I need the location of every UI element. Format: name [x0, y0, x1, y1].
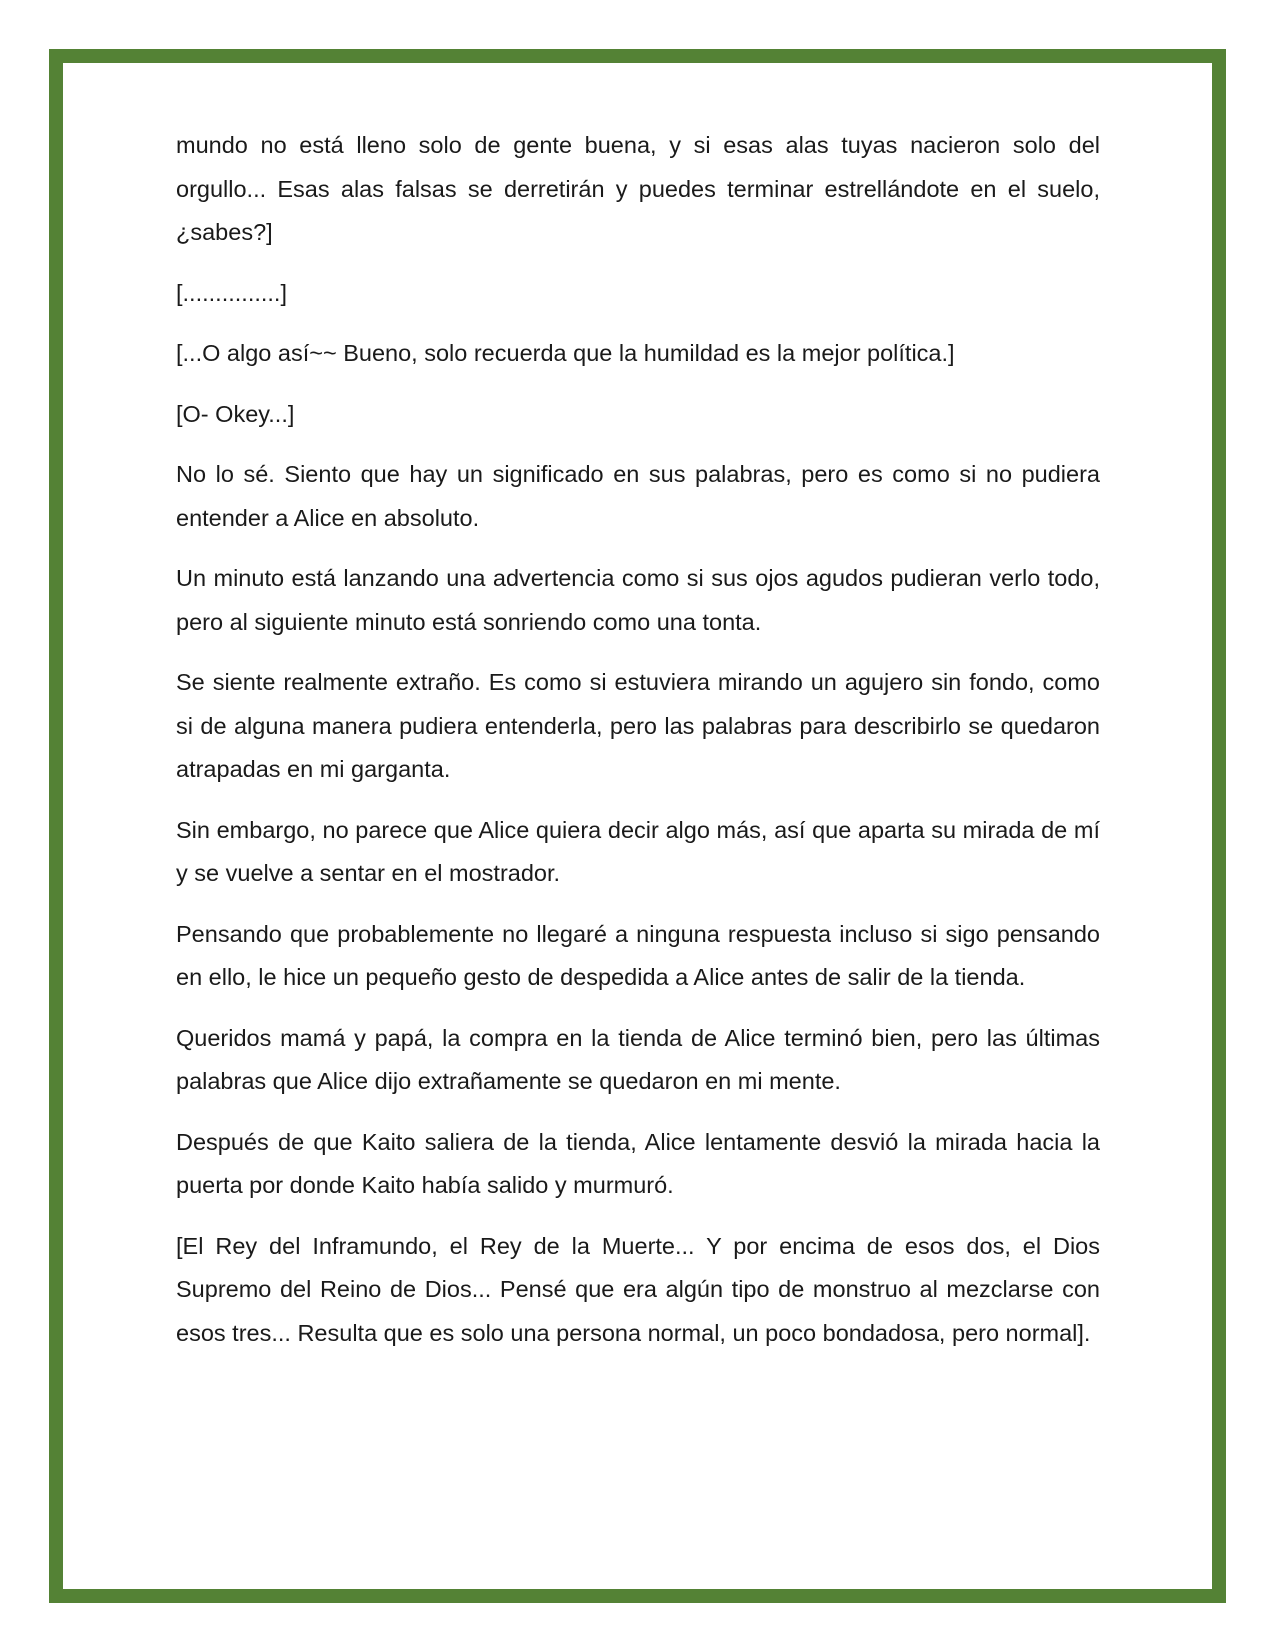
paragraph: Pensando que probablemente no llegaré a ninguna respuesta incluso si sigo pensando en ello, le hice un pequeño gesto de despedida a Alice antes de salir de la tienda. — [176, 920, 1100, 990]
paragraph: Un minuto está lanzando una advertencia como si sus ojos agudos pudieran verlo todo, pero al siguiente minuto está sonriendo como una tonta. — [176, 565, 1100, 635]
paragraph: [...O algo así~~ Bueno, solo recuerda que la humildad es la mejor política.] — [176, 340, 955, 366]
paragraph: [O- Okey...] — [176, 400, 295, 427]
paragraph: Queridos mamá y papá, la compra en la tienda de Alice terminó bien, pero las últimas palabras que Alice dijo extrañamente se quedaron en mi mente. — [176, 1024, 1100, 1094]
paragraph: [El Rey del Inframundo, el Rey de la Muerte... Y por encima de esos dos, el Dios Supremo del Reino de Dios... Pensé que era algún tipo de monstruo al mezclarse con esos tres... Resulta que es solo una persona normal, un poco bondadosa, pero normal]. — [176, 1232, 1100, 1346]
paragraph: Después de que Kaito saliera de la tienda, Alice lentamente desvió la mirada hacia la puerta por donde Kaito había salido y murmuró. — [176, 1128, 1100, 1198]
paragraph: No lo sé. Siento que hay un significado en sus palabras, pero es como si no pudiera entender a Alice en absoluto. — [176, 461, 1100, 531]
paragraph: mundo no está lleno solo de gente buena, y si esas alas tuyas nacieron solo del orgullo... Esas alas falsas se derretirán y puedes terminar estrellándote en el suelo, ¿sabes?] — [176, 132, 1100, 245]
page-body — [176, 124, 1100, 1372]
paragraph: Sin embargo, no parece que Alice quiera decir algo más, así que aparta su mirada de mí y se vuelve a sentar en el mostrador. — [176, 816, 1100, 886]
paragraph: [...............] — [176, 279, 287, 306]
paragraph: Se siente realmente extraño. Es como si estuviera mirando un agujero sin fondo, como si de alguna manera pudiera entenderla, pero las palabras para describirlo se quedaron atrapadas en mi garganta. — [176, 669, 1100, 782]
